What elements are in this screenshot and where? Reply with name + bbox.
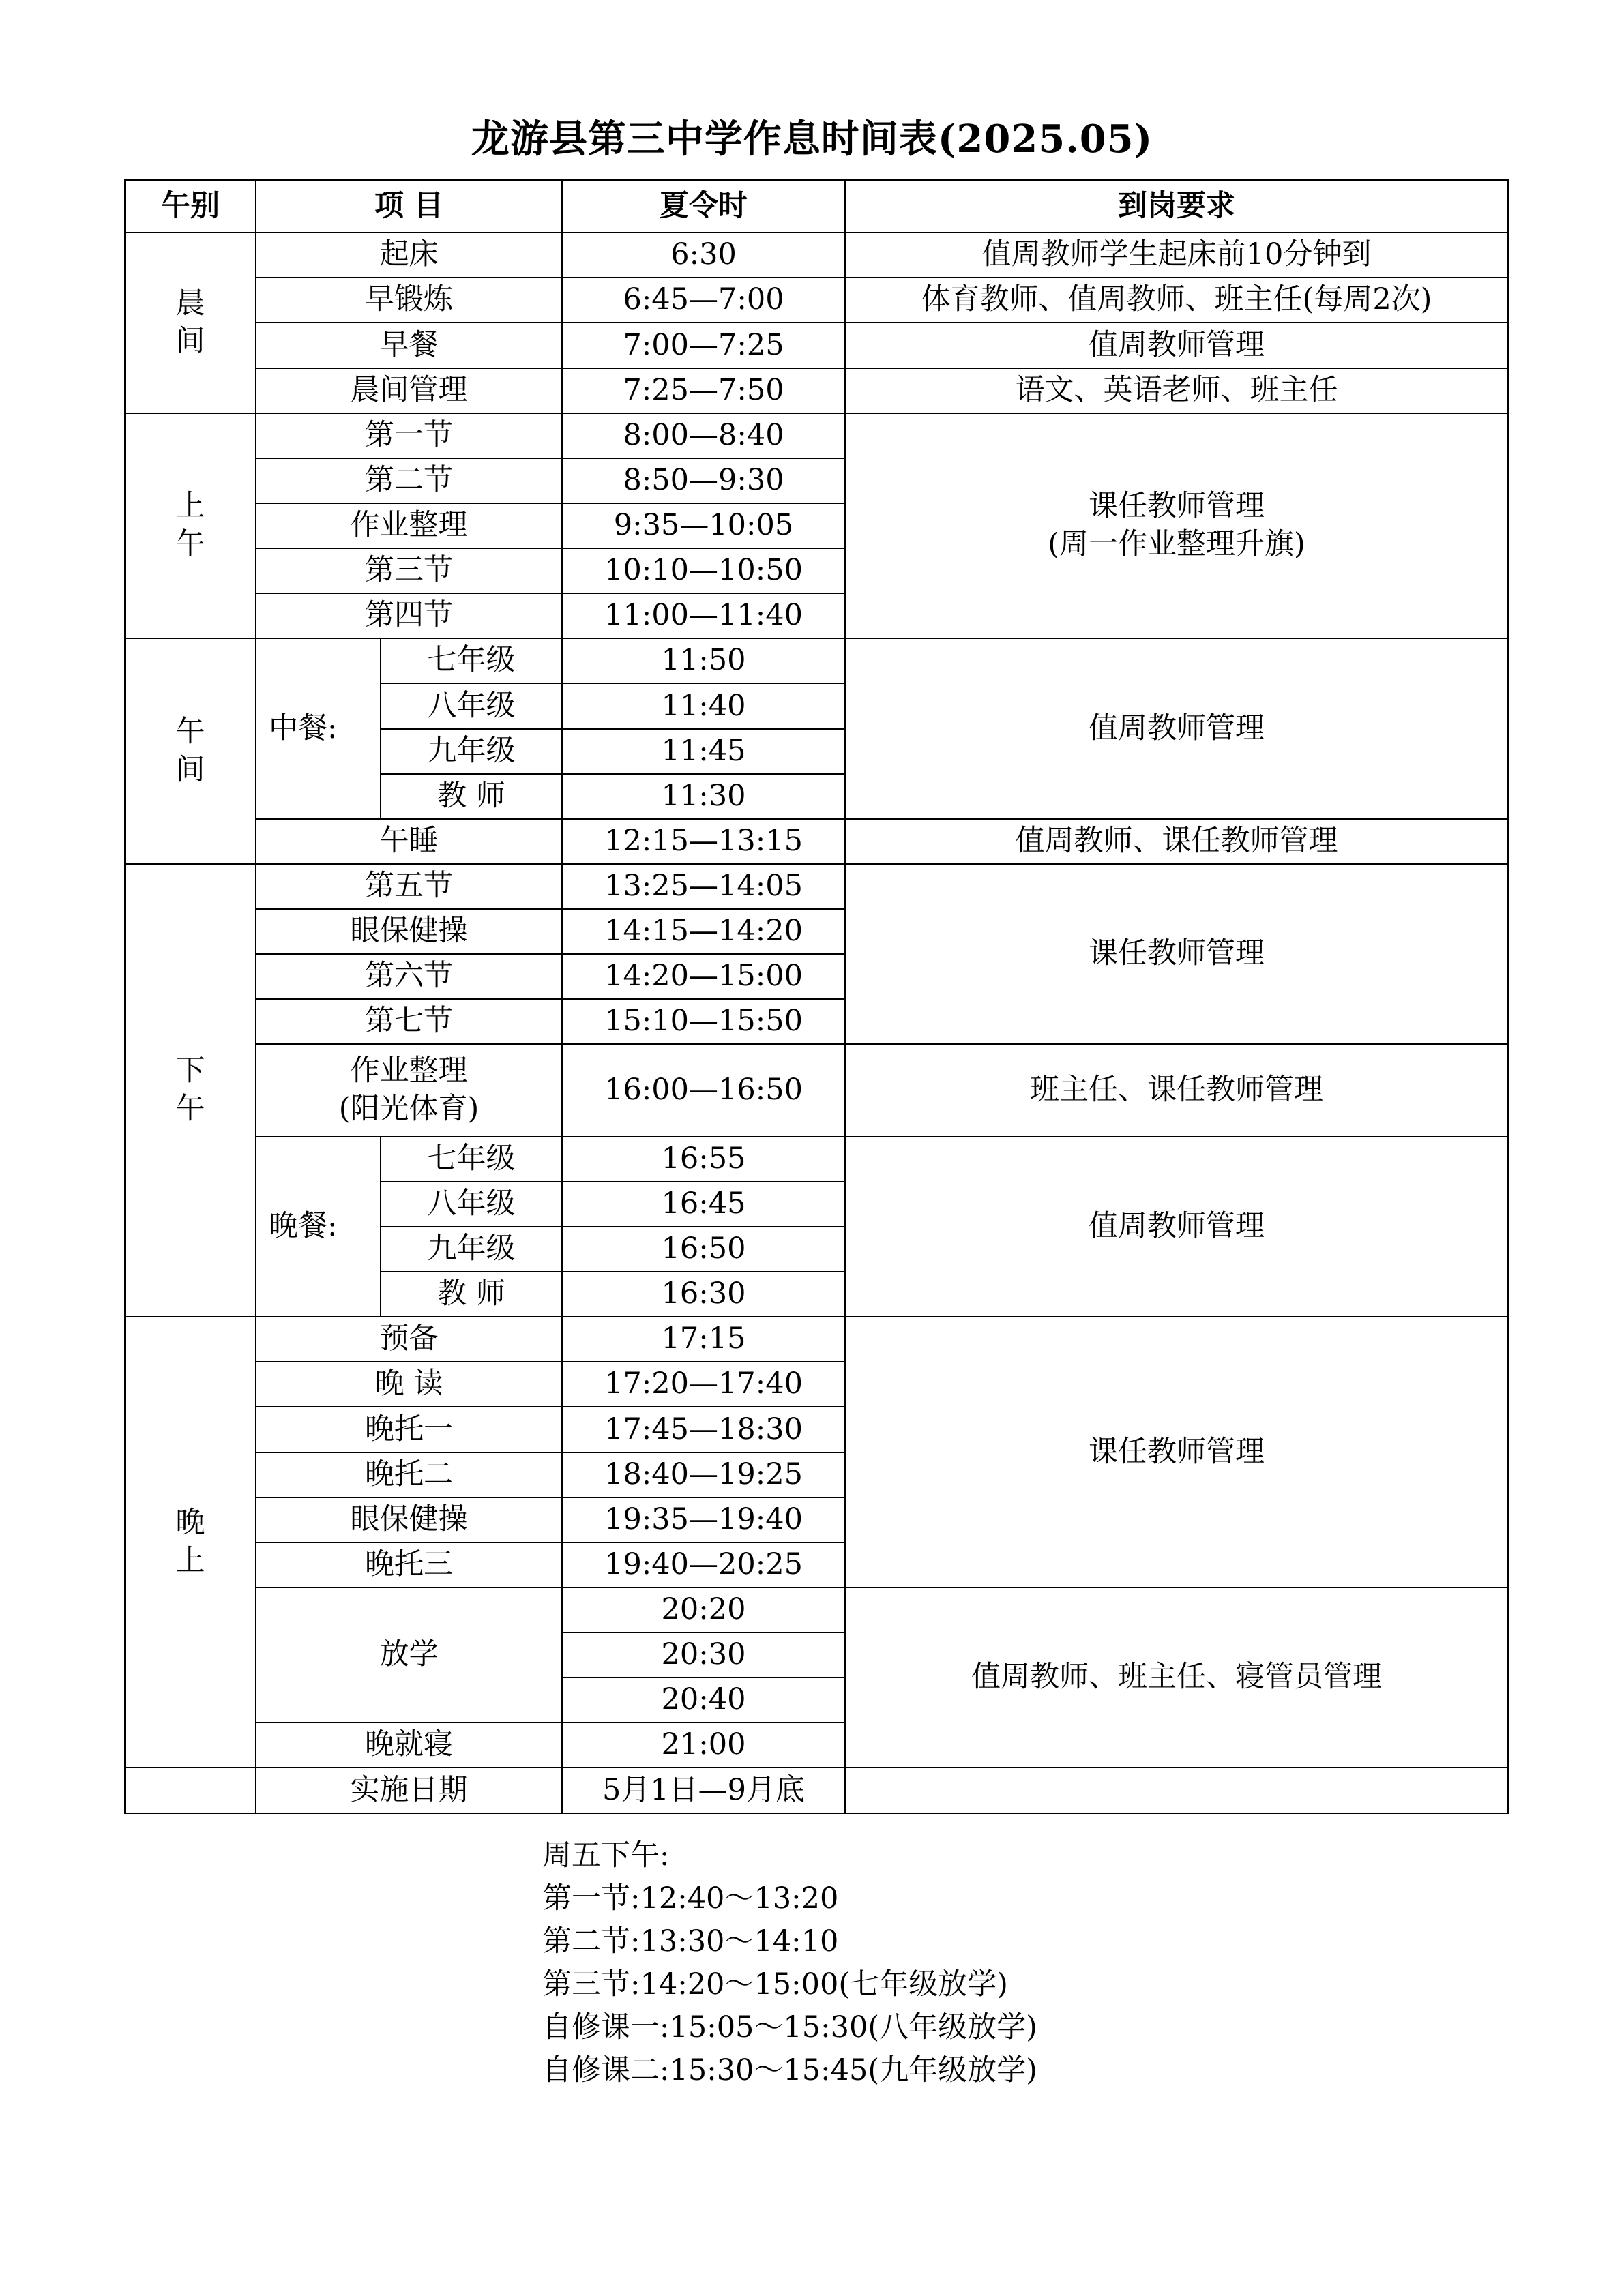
grade-cell: 教 师 <box>381 774 562 819</box>
period-char: 午 <box>175 714 205 749</box>
time-cell: 5月1日—9月底 <box>562 1768 845 1813</box>
duty-cell: 课任教师管理 <box>845 1317 1508 1587</box>
time-cell: 21:00 <box>562 1723 845 1768</box>
time-cell: 6:30 <box>562 233 845 278</box>
note-line: 自修课一:15:05～15:30(八年级放学) <box>542 2010 1037 2044</box>
duty-cell: 值周教师、班主任、寝管员管理 <box>845 1587 1508 1768</box>
period-morning <box>125 233 256 413</box>
item-cell: 午睡 <box>256 819 562 864</box>
table-row <box>125 1317 1508 1362</box>
lunch-label: 中餐: <box>256 638 381 819</box>
time-cell: 13:25—14:05 <box>562 864 845 909</box>
item-cell: 第四节 <box>256 593 562 638</box>
time-cell: 11:30 <box>562 774 845 819</box>
duty-cell: 值周教师管理 <box>845 1137 1508 1317</box>
table-row <box>125 1768 1508 1813</box>
note-line: 第二节:13:30～14:10 <box>542 1924 839 1958</box>
duty-cell: 值周教师学生起床前10分钟到 <box>845 233 1508 278</box>
table-row <box>125 233 1508 278</box>
empty-cell <box>125 1768 256 1813</box>
period-noon <box>125 638 256 864</box>
time-cell: 11:40 <box>562 683 845 728</box>
item-cell <box>256 1044 562 1136</box>
item-cell: 放学 <box>256 1587 562 1723</box>
table-row <box>125 638 1508 683</box>
time-cell: 6:45—7:00 <box>562 278 845 323</box>
duty-line: 课任教师管理 <box>1089 489 1265 524</box>
empty-cell <box>845 1768 1508 1813</box>
item-cell: 起床 <box>256 233 562 278</box>
time-cell: 16:55 <box>562 1137 845 1182</box>
item-cell: 晚托二 <box>256 1452 562 1497</box>
item-cell: 眼保健操 <box>256 909 562 954</box>
schedule-table <box>124 179 1509 1814</box>
time-cell: 19:40—20:25 <box>562 1542 845 1587</box>
period-char: 间 <box>175 324 205 359</box>
item-cell: 晚托一 <box>256 1407 562 1452</box>
table-row <box>125 864 1508 909</box>
time-cell: 16:50 <box>562 1227 845 1272</box>
time-cell: 17:45—18:30 <box>562 1407 845 1452</box>
time-cell: 15:10—15:50 <box>562 999 845 1044</box>
note-line: 周五下午: <box>542 1838 670 1873</box>
note-line: 第一节:12:40～13:20 <box>542 1881 839 1915</box>
duty-cell: 体育教师、值周教师、班主任(每周2次) <box>845 278 1508 323</box>
time-cell: 20:40 <box>562 1678 845 1723</box>
time-cell: 16:30 <box>562 1272 845 1317</box>
time-cell: 9:35—10:05 <box>562 503 845 548</box>
time-cell: 17:20—17:40 <box>562 1362 845 1407</box>
period-char: 午 <box>175 526 205 561</box>
time-cell: 17:15 <box>562 1317 845 1362</box>
header-item: 项 目 <box>256 180 562 233</box>
item-cell: 第七节 <box>256 999 562 1044</box>
header-row <box>125 180 1508 233</box>
period-afternoon <box>125 864 256 1317</box>
table-row <box>125 1044 1508 1136</box>
friday-schedule-notes <box>542 1834 1037 2092</box>
item-cell: 第三节 <box>256 548 562 593</box>
period-forenoon <box>125 413 256 639</box>
item-cell: 晨间管理 <box>256 368 562 413</box>
grade-cell: 九年级 <box>381 729 562 774</box>
grade-cell: 八年级 <box>381 1182 562 1227</box>
table-row <box>125 1137 1508 1182</box>
period-char: 上 <box>175 1543 205 1578</box>
header-duty: 到岗要求 <box>845 180 1508 233</box>
grade-cell: 九年级 <box>381 1227 562 1272</box>
period-char: 晨 <box>175 286 205 320</box>
period-char: 间 <box>175 752 205 787</box>
item-cell: 实施日期 <box>256 1768 562 1813</box>
page-title: 龙游县第三中学作息时间表(2025.05) <box>471 117 1153 162</box>
item-cell: 晚 读 <box>256 1362 562 1407</box>
time-cell: 12:15—13:15 <box>562 819 845 864</box>
item-cell: 早餐 <box>256 323 562 368</box>
item-cell: 第一节 <box>256 413 562 458</box>
grade-cell: 八年级 <box>381 683 562 728</box>
period-char: 晚 <box>175 1505 205 1540</box>
time-cell: 8:00—8:40 <box>562 413 845 458</box>
header-period: 午别 <box>125 180 256 233</box>
dinner-label: 晚餐: <box>256 1137 381 1317</box>
duty-line: (周一作业整理升旗) <box>1048 526 1305 561</box>
table-row <box>125 413 1508 458</box>
duty-cell: 班主任、课任教师管理 <box>845 1044 1508 1136</box>
time-cell: 11:00—11:40 <box>562 593 845 638</box>
time-cell: 20:20 <box>562 1587 845 1632</box>
item-cell: 第六节 <box>256 954 562 999</box>
item-cell: 作业整理 <box>256 503 562 548</box>
note-line: 自修课二:15:30～15:45(九年级放学) <box>542 2053 1037 2087</box>
period-char: 午 <box>175 1092 205 1127</box>
note-line: 第三节:14:20～15:00(七年级放学) <box>542 1967 1008 2001</box>
period-char: 上 <box>175 489 205 524</box>
grade-cell: 教 师 <box>381 1272 562 1317</box>
time-cell: 20:30 <box>562 1632 845 1678</box>
header-summer-time: 夏令时 <box>562 180 845 233</box>
item-cell: 晚托三 <box>256 1542 562 1587</box>
time-cell: 16:00—16:50 <box>562 1044 845 1136</box>
item-cell: 晚就寝 <box>256 1723 562 1768</box>
time-cell: 14:15—14:20 <box>562 909 845 954</box>
grade-cell: 七年级 <box>381 1137 562 1182</box>
item-cell: 第二节 <box>256 458 562 503</box>
duty-cell: 课任教师管理 <box>845 864 1508 1045</box>
table-row <box>125 819 1508 864</box>
table-row <box>125 278 1508 323</box>
period-char: 下 <box>175 1054 205 1088</box>
item-cell: 第五节 <box>256 864 562 909</box>
duty-cell: 语文、英语老师、班主任 <box>845 368 1508 413</box>
table-row <box>125 1587 1508 1632</box>
time-cell: 8:50—9:30 <box>562 458 845 503</box>
duty-cell <box>845 413 1508 639</box>
duty-cell: 值周教师管理 <box>845 323 1508 368</box>
duty-cell: 值周教师、课任教师管理 <box>845 819 1508 864</box>
time-cell: 18:40—19:25 <box>562 1452 845 1497</box>
time-cell: 14:20—15:00 <box>562 954 845 999</box>
time-cell: 11:45 <box>562 729 845 774</box>
duty-cell: 值周教师管理 <box>845 638 1508 819</box>
time-cell: 16:45 <box>562 1182 845 1227</box>
item-cell: 眼保健操 <box>256 1497 562 1542</box>
item-cell: 预备 <box>256 1317 562 1362</box>
time-cell: 11:50 <box>562 638 845 683</box>
table-row <box>125 368 1508 413</box>
table-row <box>125 323 1508 368</box>
time-cell: 19:35—19:40 <box>562 1497 845 1542</box>
time-cell: 7:00—7:25 <box>562 323 845 368</box>
item-cell: 早锻炼 <box>256 278 562 323</box>
time-cell: 10:10—10:50 <box>562 548 845 593</box>
time-cell: 7:25—7:50 <box>562 368 845 413</box>
item-line: (阳光体育) <box>338 1092 479 1127</box>
item-line: 作业整理 <box>350 1054 468 1088</box>
grade-cell: 七年级 <box>381 638 562 683</box>
period-evening <box>125 1317 256 1768</box>
